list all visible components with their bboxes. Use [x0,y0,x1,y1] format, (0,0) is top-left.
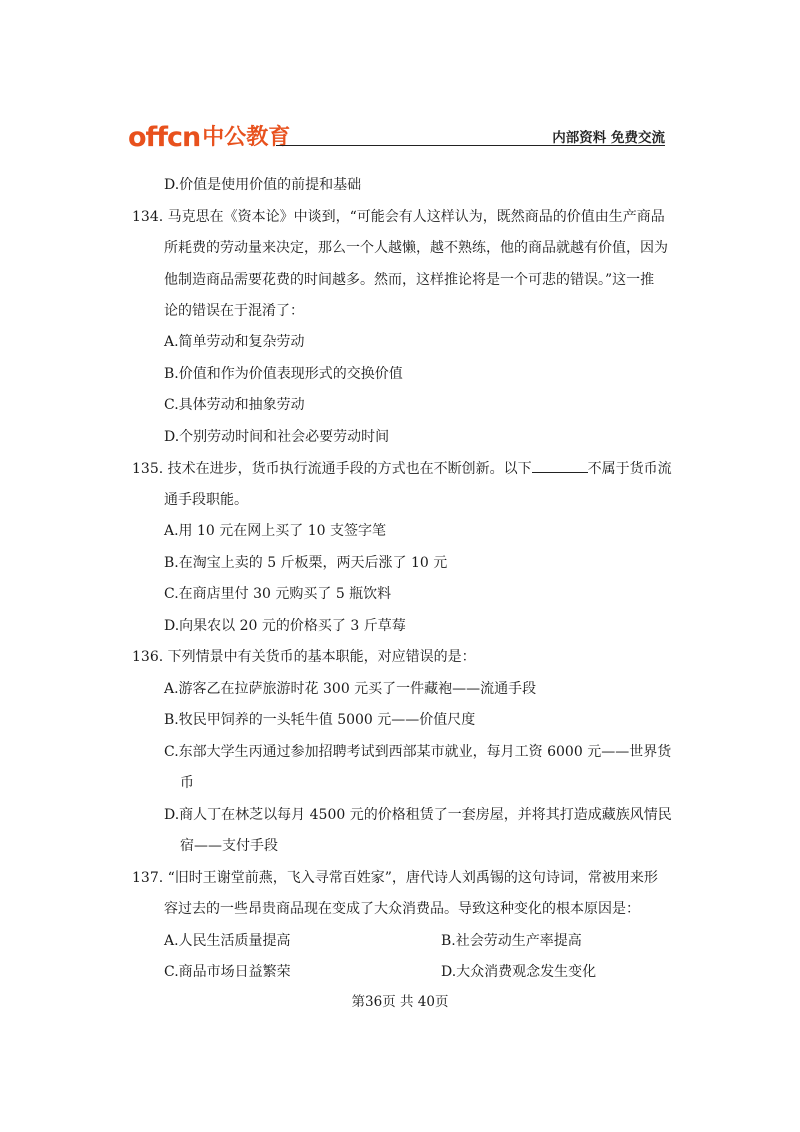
option-134-b: B.价值和作为价值表现形式的交换价值 [164,366,403,382]
question-137-line-2: 容过去的一些昂贵商品现在变成了大众消费品。导致这种变化的根本原因是： [164,901,640,917]
option-137-b: B.社会劳动生产率提高 [441,933,582,949]
question-135-line-1 [132,458,672,479]
option-136-d-line-2: 宿——支付手段 [180,838,278,854]
question-135-text-part2: 不属于货币流 [587,461,672,477]
offcn-logo [128,118,290,152]
option-137-d: D.大众消费观念发生变化 [441,964,597,980]
answer-blank [532,458,588,473]
option-137-a: A.人民生活质量提高 [164,933,291,949]
option-136-b: B.牧民甲饲养的一头牦牛值 5000 元——价值尺度 [164,712,476,728]
logo-latin-text: offcn [128,122,201,153]
header-note: 内部资料 免费交流 [552,130,665,146]
option-135-b: B.在淘宝上卖的 5 斤板栗，两天后涨了 10 元 [164,555,448,571]
question-134-line-4: 论的错误在于混淆了： [164,303,304,319]
question-134-line-2: 所耗费的劳动量来决定，那么一个人越懒，越不熟练，他的商品就越有价值，因为 [164,240,668,256]
question-134-line-3: 他制造商品需要花费的时间越多。然而，这样推论将是一个可悲的错误。”这一推 [164,272,655,288]
question-134-line-1: 134. 马克思在《资本论》中谈到，“可能会有人这样认为，既然商品的价值由生产商品 [132,209,665,225]
option-133-d: D.价值是使用价值的前提和基础 [164,177,362,193]
page-number: 第36页 共 40页 [351,994,449,1010]
option-135-c: C.在商店里付 30 元购买了 5 瓶饮料 [164,586,392,602]
question-135-line-2: 通手段职能。 [164,492,248,508]
logo-cjk-text: 中公教育 [202,125,291,150]
option-136-c-line-1: C.东部大学生丙通过参加招聘考试到西部某市就业，每月工资 6000 元——世界货 [164,744,672,760]
option-137-c: C.商品市场日益繁荣 [164,964,291,980]
option-136-d-line-1: D.商人丁在林芝以每月 4500 元的价格租赁了一套房屋，并将其打造成藏族风情民 [164,807,672,823]
option-134-a: A.简单劳动和复杂劳动 [164,334,305,350]
option-135-d: D.向果农以 20 元的价格买了 3 斤草莓 [164,618,406,634]
option-135-a: A.用 10 元在网上买了 10 支签字笔 [164,523,386,539]
option-136-c-line-2: 币 [180,775,194,791]
option-134-d: D.个别劳动时间和社会必要劳动时间 [164,429,390,445]
question-137-line-1: 137. “旧时王谢堂前燕，飞入寻常百姓家”，唐代诗人刘禹锡的这句诗词，常被用来形 [132,870,658,886]
option-134-c: C.具体劳动和抽象劳动 [164,397,305,413]
question-136-line-1: 136. 下列情景中有关货币的基本职能，对应错误的是： [132,649,476,665]
page-header [128,118,665,152]
option-136-a: A.游客乙在拉萨旅游时花 300 元买了一件藏袍——流通手段 [164,681,537,697]
question-135-text-part1: 135. 技术在进步，货币执行流通手段的方式也在不断创新。以下 [132,461,532,477]
